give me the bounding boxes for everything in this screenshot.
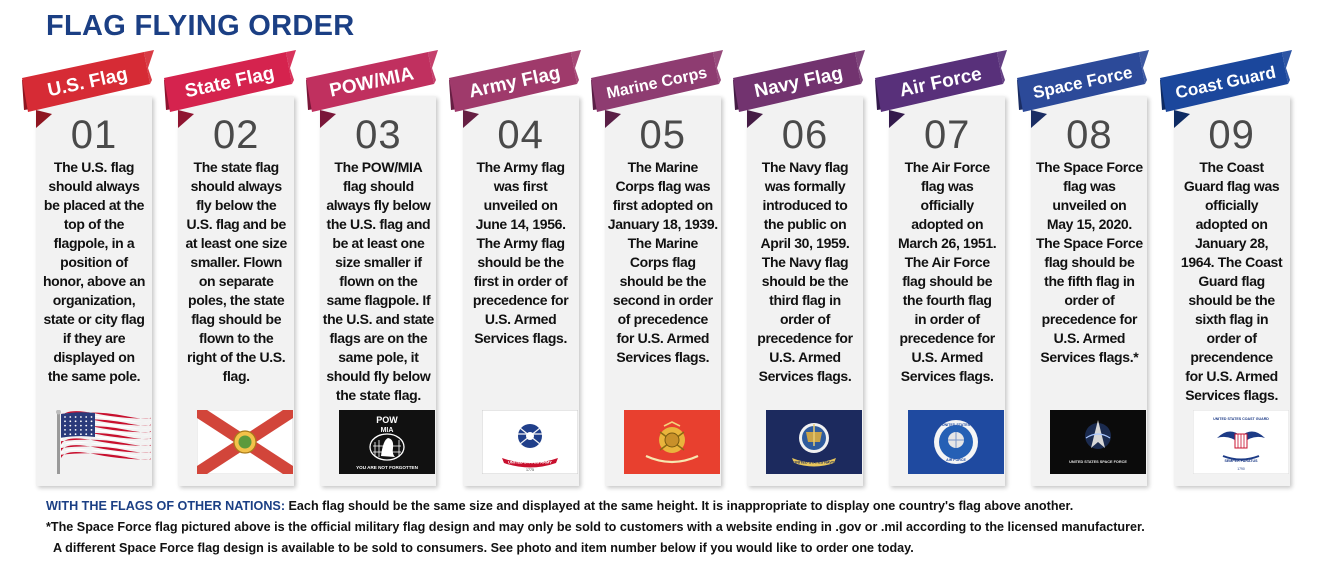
description-line: the fifth flag in <box>1044 273 1135 289</box>
footer-line-3: A different Space Force flag design is available to be sold to consumers. See photo and item number below if you would like to order one today. <box>53 541 914 555</box>
description-line: The Space Force <box>1035 159 1143 175</box>
flag-card-04 <box>449 48 579 488</box>
ribbon-label: Space Force <box>1031 62 1135 103</box>
description-line: flag was <box>920 178 974 194</box>
description-line: January 28, <box>1194 235 1269 251</box>
description-line: first in order of <box>473 273 568 289</box>
ribbon-label: Marine Corps <box>604 64 709 103</box>
description-line: flag should be <box>902 273 993 289</box>
description-line: should always <box>48 178 140 194</box>
flag-card-09 <box>1160 48 1290 488</box>
svg-text:UNITED STATES NAVY: UNITED STATES NAVY <box>793 460 835 465</box>
flag-description <box>607 158 719 367</box>
description-line: poles, the state <box>188 292 285 308</box>
flag-description <box>38 158 150 386</box>
space-force-flag-icon <box>1050 410 1146 474</box>
description-line: precedence for <box>1041 311 1138 327</box>
description-line: April 30, 1959. <box>760 235 850 251</box>
description-line: flag should <box>342 178 414 194</box>
description-line: at least one size <box>185 235 287 251</box>
svg-text:UNITED STATES: UNITED STATES <box>942 423 971 427</box>
flag-card-02 <box>164 48 294 488</box>
description-line: the U.S. flag and <box>326 216 431 232</box>
description-line: U.S. Armed <box>769 349 841 365</box>
description-line: smaller. Flown <box>190 254 282 270</box>
coast-guard-flag-icon <box>1193 410 1289 474</box>
description-line: U.S. flag and be <box>186 216 286 232</box>
description-line: order of <box>779 311 831 327</box>
description-line: precedence for <box>899 330 995 346</box>
description-line: U.S. Armed <box>1053 330 1126 346</box>
description-line: state or city flag <box>43 311 145 327</box>
description-line: first adopted on <box>612 197 713 213</box>
description-line: The Army flag <box>476 235 565 251</box>
flag-description <box>1176 158 1288 405</box>
description-line: in order of <box>914 311 980 327</box>
description-line: The Air Force <box>904 254 990 270</box>
description-line: flag should be <box>1044 254 1135 270</box>
description-line: second in order <box>612 292 713 308</box>
description-line: the public on <box>763 216 847 232</box>
description-line: U.S. Armed <box>484 311 557 327</box>
description-line: top of the <box>63 216 125 232</box>
flag-description <box>180 158 292 386</box>
order-number: 08 <box>1066 113 1113 157</box>
description-line: Guard flag <box>1198 273 1265 289</box>
description-line: on separate <box>198 273 274 289</box>
description-line: March 26, 1951. <box>898 235 997 251</box>
description-line: displayed on <box>53 349 135 365</box>
description-line: was first <box>493 178 548 194</box>
ribbon-label: State Flag <box>183 62 277 103</box>
description-line: June 14, 1956. <box>475 216 566 232</box>
description-line: order of <box>1206 330 1257 346</box>
flag-card-07 <box>875 48 1005 488</box>
order-number: 09 <box>1208 113 1255 157</box>
description-line: should always <box>190 178 282 194</box>
description-line: be placed at the <box>43 197 145 213</box>
description-line: flown to the <box>199 330 274 346</box>
pow-mia-flag-icon <box>339 410 435 474</box>
description-line: Services flags. <box>616 349 710 365</box>
flag-card-03 <box>306 48 436 488</box>
description-line: honor, above an <box>42 273 146 289</box>
order-number: 04 <box>497 113 544 157</box>
svg-text:AIR FORCE: AIR FORCE <box>946 458 967 462</box>
order-number: 03 <box>355 113 402 157</box>
svg-text:1775: 1775 <box>525 468 534 472</box>
description-line: always fly below <box>326 197 431 213</box>
description-line: for U.S. Armed <box>1185 368 1278 384</box>
description-line: flag. <box>222 368 250 384</box>
ribbon-label: POW/MIA <box>328 63 417 102</box>
description-line: flown on the <box>339 273 418 289</box>
description-line: May 15, 2020. <box>1046 216 1132 232</box>
description-line: Corps flag was <box>615 178 711 194</box>
description-line: was formally <box>764 178 846 194</box>
description-line: for U.S. Armed <box>616 330 710 346</box>
flag-description <box>1033 158 1145 367</box>
description-line: flags are on the <box>329 330 428 346</box>
description-line: The Coast <box>1199 159 1264 175</box>
description-line: adopted on <box>911 216 984 232</box>
description-line: The Marine <box>627 235 698 251</box>
description-line: should be the <box>619 273 707 289</box>
description-line: precedence for <box>757 330 853 346</box>
description-line: flag should be <box>191 311 282 327</box>
svg-text:YOU ARE NOT FORGOTTEN: YOU ARE NOT FORGOTTEN <box>356 465 419 470</box>
florida-flag-icon <box>197 410 293 474</box>
flag-order-cards <box>0 48 1330 488</box>
order-number: 07 <box>923 113 971 157</box>
footer-lead: WITH THE FLAGS OF OTHER NATIONS: <box>46 499 286 513</box>
description-line: Services flags. <box>474 330 567 346</box>
footer-line-1: Each flag should be the same size and displayed at the same height. It is inappropriate to display one country's flag above another. <box>288 499 1074 513</box>
flag-description <box>749 158 861 386</box>
marine-corps-flag-icon <box>624 410 720 474</box>
order-number: 02 <box>212 113 260 157</box>
description-line: should fly below <box>326 368 431 384</box>
description-line: unveiled on <box>1052 197 1127 213</box>
flag-card-05 <box>591 48 721 488</box>
description-line: size smaller if <box>335 254 422 270</box>
page-title: FLAG FLYING ORDER <box>46 10 355 42</box>
flag-description <box>891 158 1003 386</box>
footer-line-other-nations <box>46 496 1316 517</box>
svg-text:SEMPER PARATUS: SEMPER PARATUS <box>1224 459 1258 463</box>
description-line: the U.S. and state <box>322 311 434 327</box>
description-line: 1964. The Coast <box>1180 254 1283 270</box>
ribbon-label: Coast Guard <box>1173 62 1278 103</box>
description-line: Services flags. <box>758 368 852 384</box>
description-line: The Air Force <box>904 159 990 175</box>
description-line: unveiled on <box>483 197 558 213</box>
svg-text:UNITED STATES ARMY: UNITED STATES ARMY <box>507 459 552 465</box>
description-line: sixth flag in <box>1194 311 1269 327</box>
description-line: be at least one <box>332 235 425 251</box>
description-line: should be the <box>761 273 849 289</box>
flag-card-08 <box>1017 48 1147 488</box>
description-line: officially <box>920 197 974 213</box>
description-line: The Marine <box>627 159 698 175</box>
description-line: the state flag. <box>335 387 421 403</box>
description-line: January 18, 1939. <box>607 216 718 232</box>
description-line: right of the U.S. <box>187 349 286 365</box>
description-line: precedence for <box>472 292 569 308</box>
description-line: if they are <box>62 330 126 346</box>
description-line: The state flag <box>193 159 279 175</box>
description-line: introduced to <box>762 197 848 213</box>
description-line: adopted on <box>1195 216 1268 232</box>
description-line: Services flags. <box>1185 387 1278 403</box>
footer-line-2: *The Space Force flag pictured above is the official military flag design and may only be sold to customers with a website ending in .gov or .mil according to the licensed manufacturer. <box>46 520 1145 534</box>
description-line: Services flags.* <box>1040 349 1139 365</box>
description-line: should be the <box>1188 292 1275 308</box>
flag-description <box>465 158 577 348</box>
footer-notes <box>46 496 1316 559</box>
description-line: The Army flag <box>476 159 565 175</box>
description-line: the fourth flag <box>902 292 992 308</box>
description-line: The Space Force <box>1035 235 1143 251</box>
order-number: 01 <box>70 113 118 157</box>
description-line: fly below the <box>196 197 277 213</box>
description-line: of precedence <box>617 311 708 327</box>
description-line: same pole, it <box>338 349 419 365</box>
description-line: U.S. Armed <box>911 349 983 365</box>
flag-description <box>322 158 434 405</box>
description-line: flag was <box>1063 178 1116 194</box>
order-number: 05 <box>639 113 687 157</box>
svg-text:MIA: MIA <box>380 427 394 434</box>
flag-card-01 <box>22 48 152 488</box>
description-line: organization, <box>52 292 136 308</box>
svg-text:POW: POW <box>376 415 399 425</box>
flag-card-06 <box>733 48 863 488</box>
description-line: order of <box>1064 292 1115 308</box>
description-line: The U.S. flag <box>53 159 135 175</box>
description-line: the same pole. <box>47 368 141 384</box>
description-line: Corps flag <box>629 254 696 270</box>
description-line: The Navy flag <box>761 159 849 175</box>
air-force-flag-icon <box>908 410 1004 474</box>
ribbon-label: Air Force <box>897 63 984 102</box>
ribbon-label: U.S. Flag <box>45 63 130 102</box>
svg-text:UNITED STATES SPACE FORCE: UNITED STATES SPACE FORCE <box>1069 460 1128 464</box>
description-line: Services flags. <box>900 368 994 384</box>
description-line: flagpole, in a <box>53 235 135 251</box>
description-line: Guard flag was <box>1183 178 1280 194</box>
description-line: should be the <box>477 254 564 270</box>
description-line: officially <box>1204 197 1259 213</box>
ribbon-label: Army Flag <box>466 62 562 103</box>
navy-flag-icon <box>766 410 862 474</box>
description-line: third flag in <box>769 292 841 308</box>
description-line: same flagpole. If <box>326 292 431 308</box>
ribbon-label: Navy Flag <box>752 62 845 103</box>
order-number: 06 <box>781 113 829 157</box>
army-flag-icon <box>482 410 578 474</box>
svg-text:UNITED STATES COAST GUARD: UNITED STATES COAST GUARD <box>1212 417 1269 421</box>
description-line: precendence <box>1190 349 1273 365</box>
description-line: The POW/MIA <box>334 159 423 175</box>
us-flag-icon <box>55 410 151 474</box>
description-line: The Navy flag <box>761 254 849 270</box>
description-line: position of <box>60 254 128 270</box>
svg-text:1790: 1790 <box>1236 467 1245 471</box>
